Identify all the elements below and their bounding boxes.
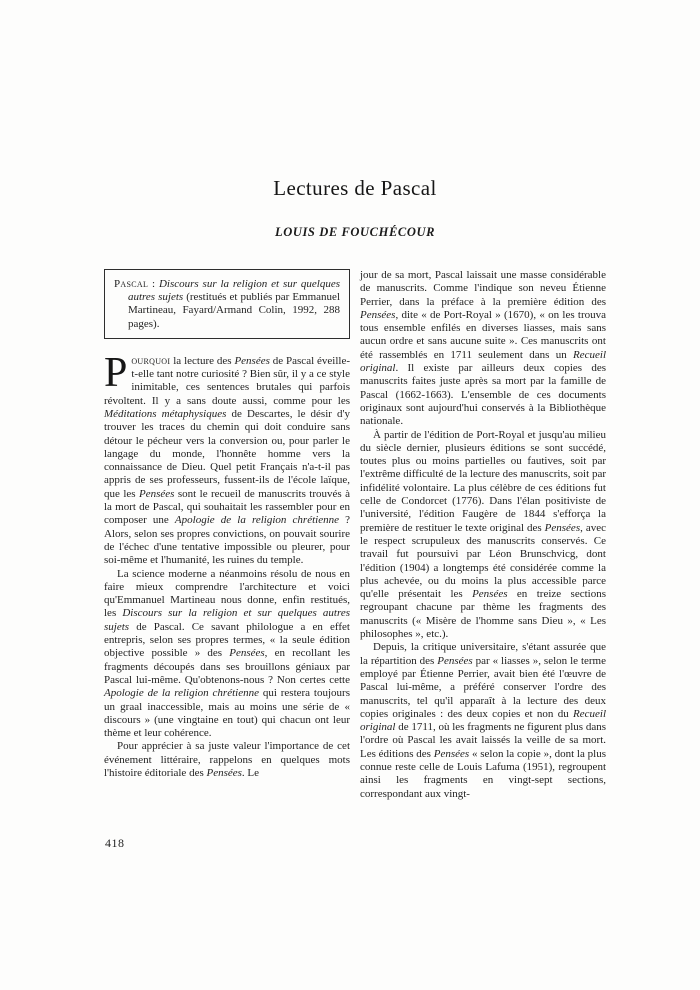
paragraph-critique-universitaire: Depuis, la critique universitaire, s'étant assurée que la répartition des Pensées par « liasses », selon le terme employé par Étienne Perrier, avait bien été l'œuvre de Pascal lui-même, a préféré conserver l'ordre des manuscrits, tel qu'il apparaît à la lecture des deux copies originales : des deux copies et non du Recueil original de 1711, où les fragments ne figurent plus dans l'ordre où Pascal les avait laissés la veille de sa mort. Les éditions des Pensées « selon la copie », dont la plus connue reste celle de Louis Lafuma (1951), regroupent ainsi les fragments en vingt-sept sections, correspondant aux vingt- (360, 641, 606, 800)
citation-box (104, 269, 350, 339)
article (104, 176, 606, 801)
paragraph-pour-apprecier: Pour apprécier à sa juste valeur l'importance de cet événement littéraire, rappelons en quelques mots l'histoire éditoriale des Pensées. Le (104, 740, 350, 780)
paragraph-intro-text: ourquoi la lecture des Pensées de Pascal éveille-t-elle tant notre curiosité ? Bien sûr, il y a ce style inimitable, ces sentences brutales qui parfois révoltent. Il y a sans doute aussi, comme pour les Méditations métaphysiques de Descartes, le désir d'y trouver les traces du chemin qui doit conduire sans détour le pécheur vers la conversion ou, pour parler le langage du monde, l'honnête homme vers la connaissance de Dieu. Quel petit Français n'a-t-il pas appris de ses professeurs, fussent-ils de l'école laïque, que les Pensées sont le recueil de manuscrits trouvés à la mort de Pascal, qui souhaitait les rassembler pour en composer une Apologie de la religion chrétienne ? Alors, selon ses propres convictions, on pouvait sourire de l'échec d'une tentative impossible ou pleurer, pour soi-même et l'humanité, les ruines du temple. (104, 354, 350, 567)
drop-cap: P (104, 349, 128, 396)
two-column-text (104, 269, 606, 801)
article-title: Lectures de Pascal (273, 176, 437, 200)
paragraph-intro (104, 349, 350, 568)
right-column (360, 269, 606, 801)
article-author: LOUIS DE FOUCHÉCOUR (274, 225, 436, 239)
paragraph-editions-histoire: À partir de l'édition de Port-Royal et jusqu'au milieu du siècle dernier, plusieurs éditions se sont succédé, toutes plus ou moins partielles ou fautives, soit par l'extrême difficulté de la lecture des manuscrits, soit par infidélité volontaire. La plus célèbre de ces éditions fut celle de Condorcet (1776). Dans l'élan positiviste de l'université, l'édition Faugère de 1844 s'efforça la première de restituer le texte original des Pensées, avec le respect scrupuleux des manuscrits conservés. Ce travail fut poursuivi par Léon Brunschvicg, dont l'édition (1904) a longtemps été considérée comme la plus achevée, ou du moins la plus accessible parce qu'elle présentait les Pensées en treize sections regroupant chacune par thème les fragments des manuscrits (« Misère de l'homme sans Dieu », « Les philosophes », etc.). (360, 428, 607, 641)
page-number: 418 (105, 836, 125, 850)
left-column (104, 269, 350, 801)
paragraph-science-moderne: La science moderne a néanmoins résolu de nous en faire mieux comprendre l'architecture et voici qu'Emmanuel Martineau nous donne, enfin restitués, les Discours sur la religion et sur quelques autres sujets de Pascal. Ce savant philologue a en effet entrepris, selon ses propres termes, « la seule édition objective possible » des Pensées, en recollant les fragments découpés dans ses brouillons géniaux par Pascal lui-même. Qu'obtenons-nous ? Non certes cette Apologie de la religion chrétienne qui restera toujours un graal inaccessible, mais au moins une série de « discours » (une vingtaine en tout) qui chacun ont leur thème et leur cohérence. (104, 567, 350, 740)
paragraph-jour-de-sa-mort: jour de sa mort, Pascal laissait une masse considérable de manuscrits. Comme l'indique son neveu Étienne Perrier, dans la préface à la première édition des Pensées, dite « de Port-Royal » (1670), « on les trouva tous ensemble enfilés en diverses liasses, mais sans aucun ordre et sans aucune suite ». Ces manuscrits ont été rassemblés en 1711 seulement dans un Recueil original. Il existe par ailleurs deux copies des manuscrits faites juste après sa mort par la famille de Pascal (1662-1663). L'ensemble de ces documents originaux sont aujourd'hui conservés à la Bibliothèque nationale. (360, 269, 606, 428)
citation-reference: Pascal : Discours sur la religion et sur quelques autres sujets (restitués et publiés par Emmanuel Martineau, Fayard/Armand Colin, 1992, 288 pages). (114, 278, 340, 330)
